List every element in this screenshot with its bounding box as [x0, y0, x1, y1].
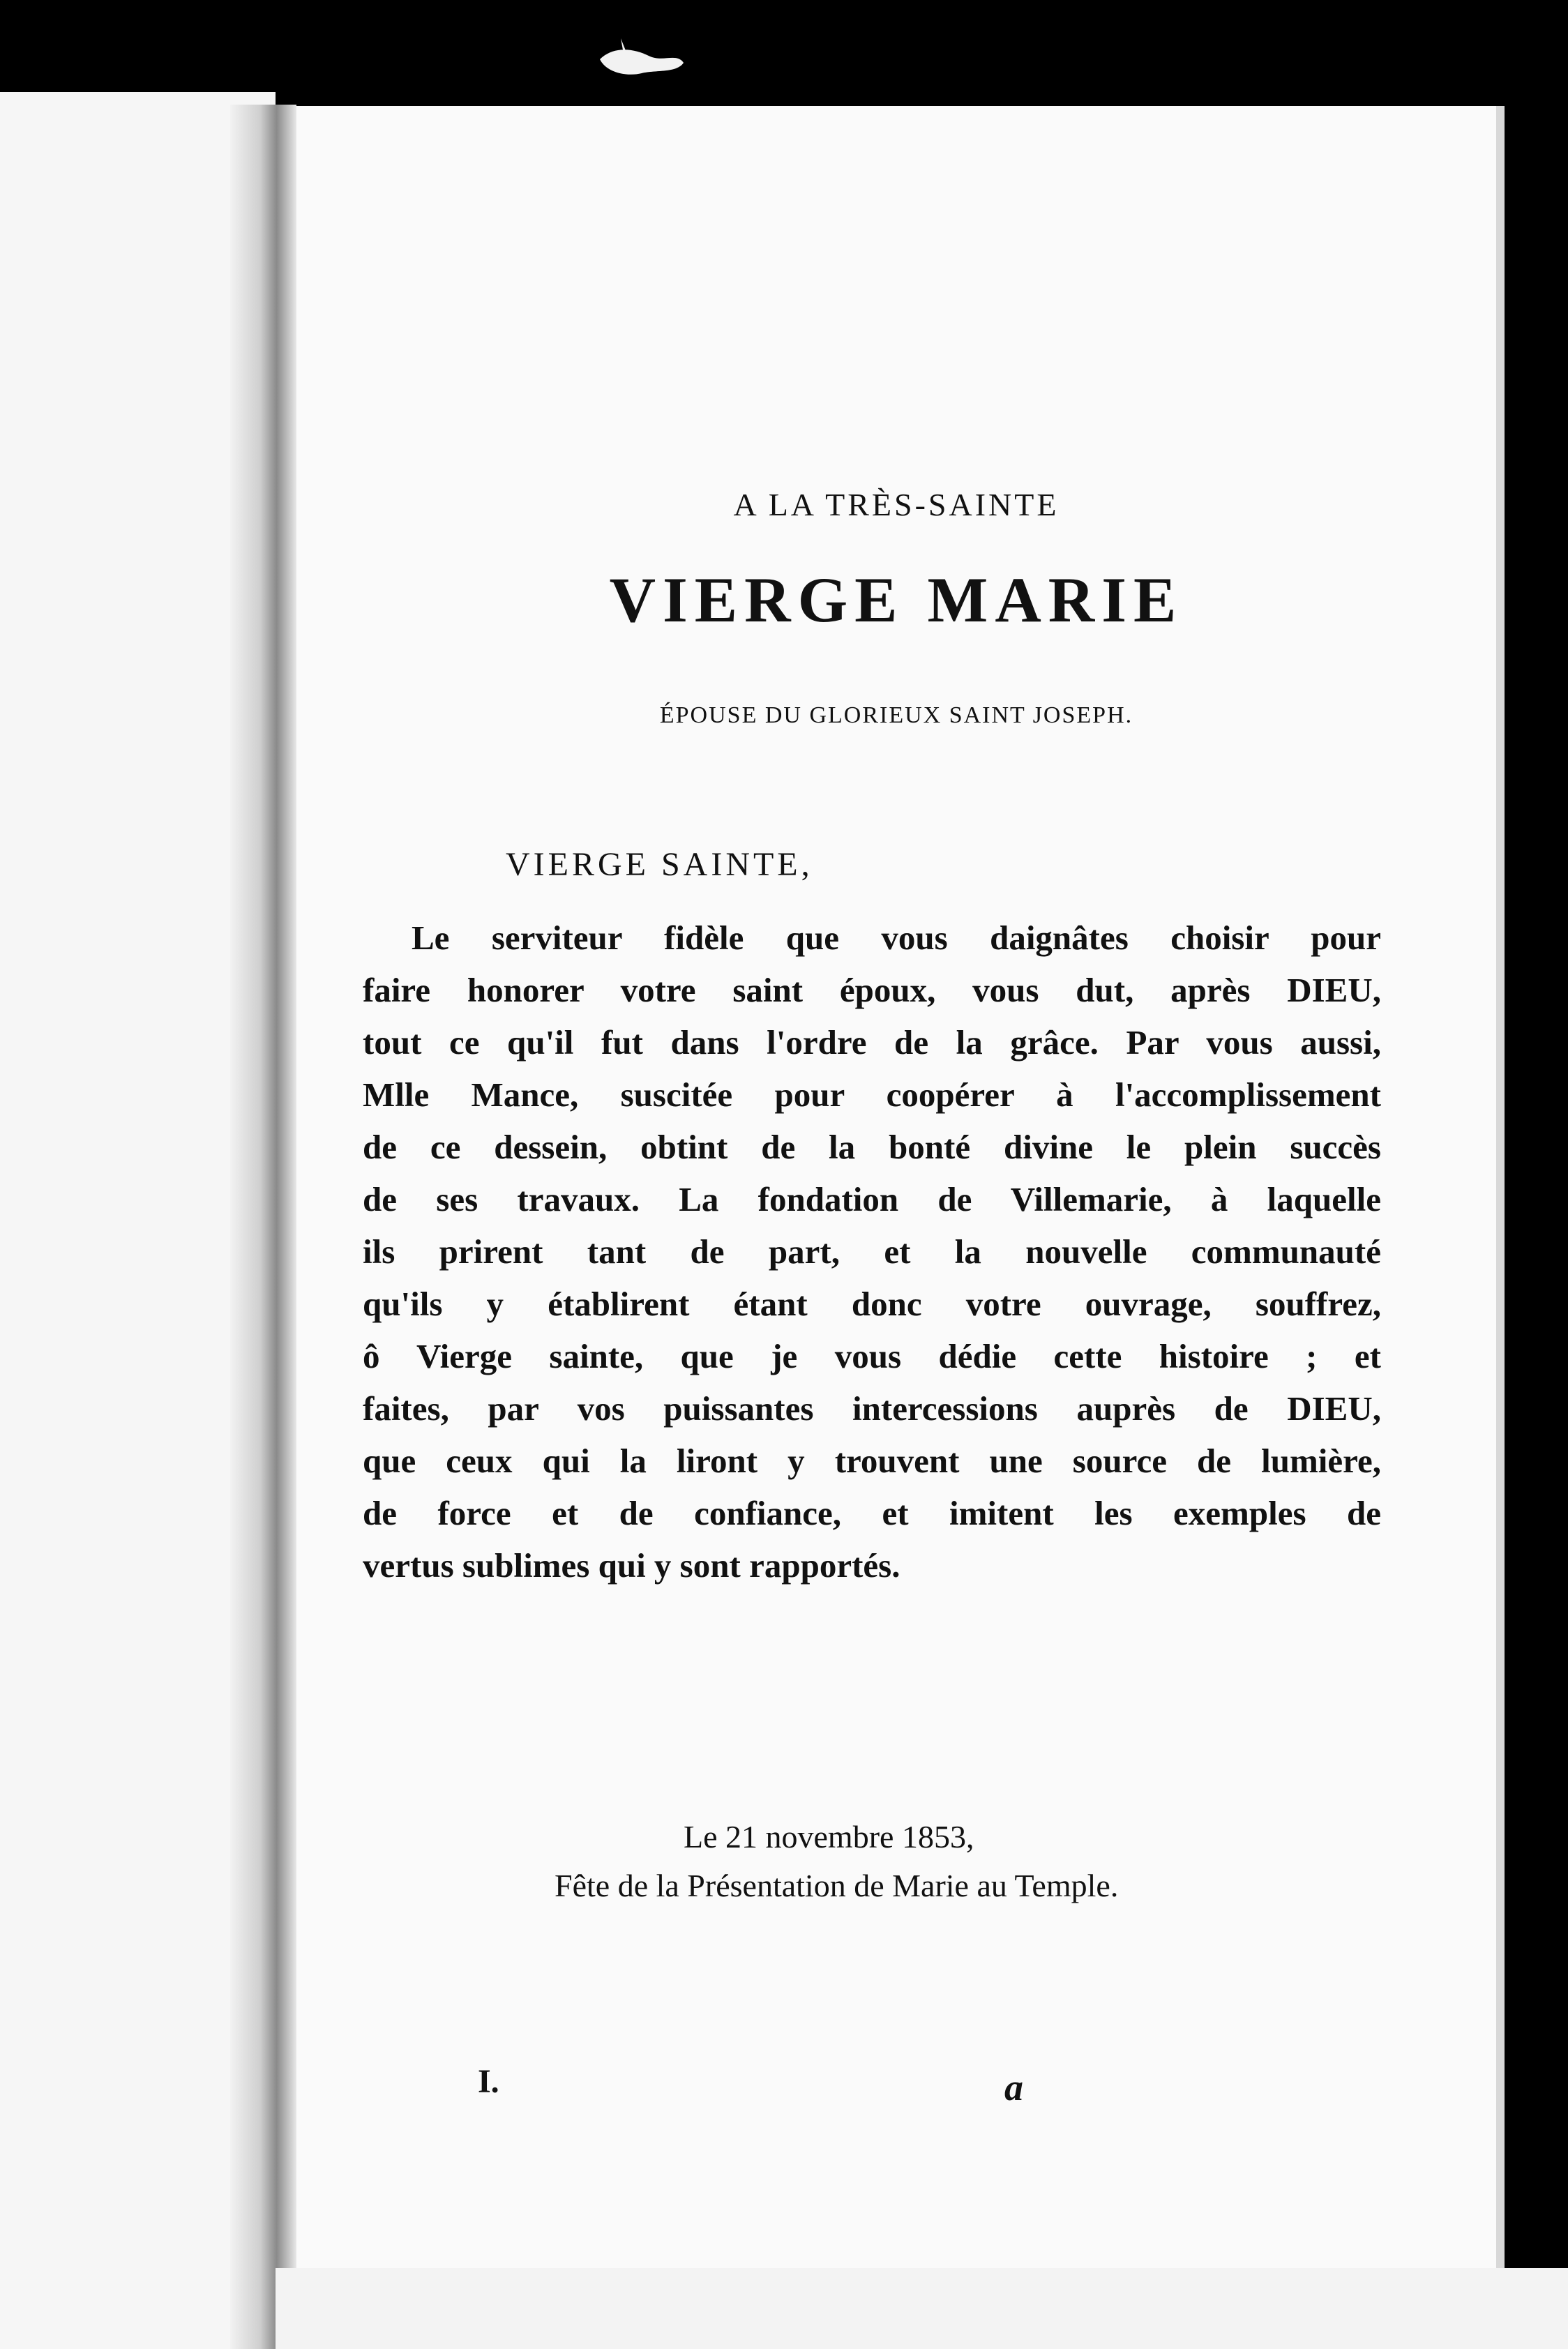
closing-occasion: Fête de la Présentation de Marie au Temple. [555, 1868, 1119, 1903]
paragraph-line: de ce dessein, obtint de la bonté divine le plein succès [363, 1128, 1381, 1166]
paragraph-line: faites, par vos puissantes intercessions auprès de DIEU, [363, 1389, 1381, 1428]
heading-subtitle: ÉPOUSE DU GLORIEUX SAINT JOSEPH. [659, 702, 1133, 728]
signature-mark: I. [478, 2063, 499, 2100]
paragraph-line: qu'ils y établirent étant donc votre ouvrage, souffrez, [363, 1285, 1381, 1323]
heading-dedication-line: A LA TRÈS-SAINTE [733, 487, 1060, 522]
underlying-page [276, 2268, 1568, 2349]
paragraph-line: ils prirent tant de part, et la nouvelle communauté [363, 1232, 1381, 1271]
dedication-paragraph [363, 912, 1381, 1592]
book-gutter [230, 105, 296, 2349]
paragraph-line: Le serviteur fidèle que vous daignâtes choisir pour [412, 919, 1381, 957]
paragraph-line: vertus sublimes qui y sont rapportés. [363, 1546, 900, 1585]
page-signature-letter: a [1004, 2067, 1023, 2108]
ink-smudge [593, 31, 691, 80]
dedication-page [296, 106, 1496, 2268]
page-edge [1496, 106, 1505, 2268]
paragraph-line: de force et de confiance, et imitent les exemples de [363, 1494, 1381, 1532]
salutation: VIERGE SAINTE, [506, 846, 813, 883]
closing-date: Le 21 novembre 1853, [684, 1819, 974, 1855]
page-title: VIERGE MARIE [609, 564, 1184, 635]
paragraph-line: tout ce qu'il fut dans l'ordre de la grâce. Par vous aussi, [363, 1023, 1381, 1062]
paragraph-line: faire honorer votre saint époux, vous dut, après DIEU, [363, 971, 1381, 1009]
paragraph-line: de ses travaux. La fondation de Villemarie, à laquelle [363, 1180, 1381, 1218]
paragraph-line: Mlle Mance, suscitée pour coopérer à l'accomplissement [363, 1075, 1381, 1114]
paragraph-line: que ceux qui la liront y trouvent une source de lumière, [363, 1442, 1381, 1480]
paragraph-line: ô Vierge sainte, que je vous dédie cette histoire ; et [363, 1337, 1381, 1375]
